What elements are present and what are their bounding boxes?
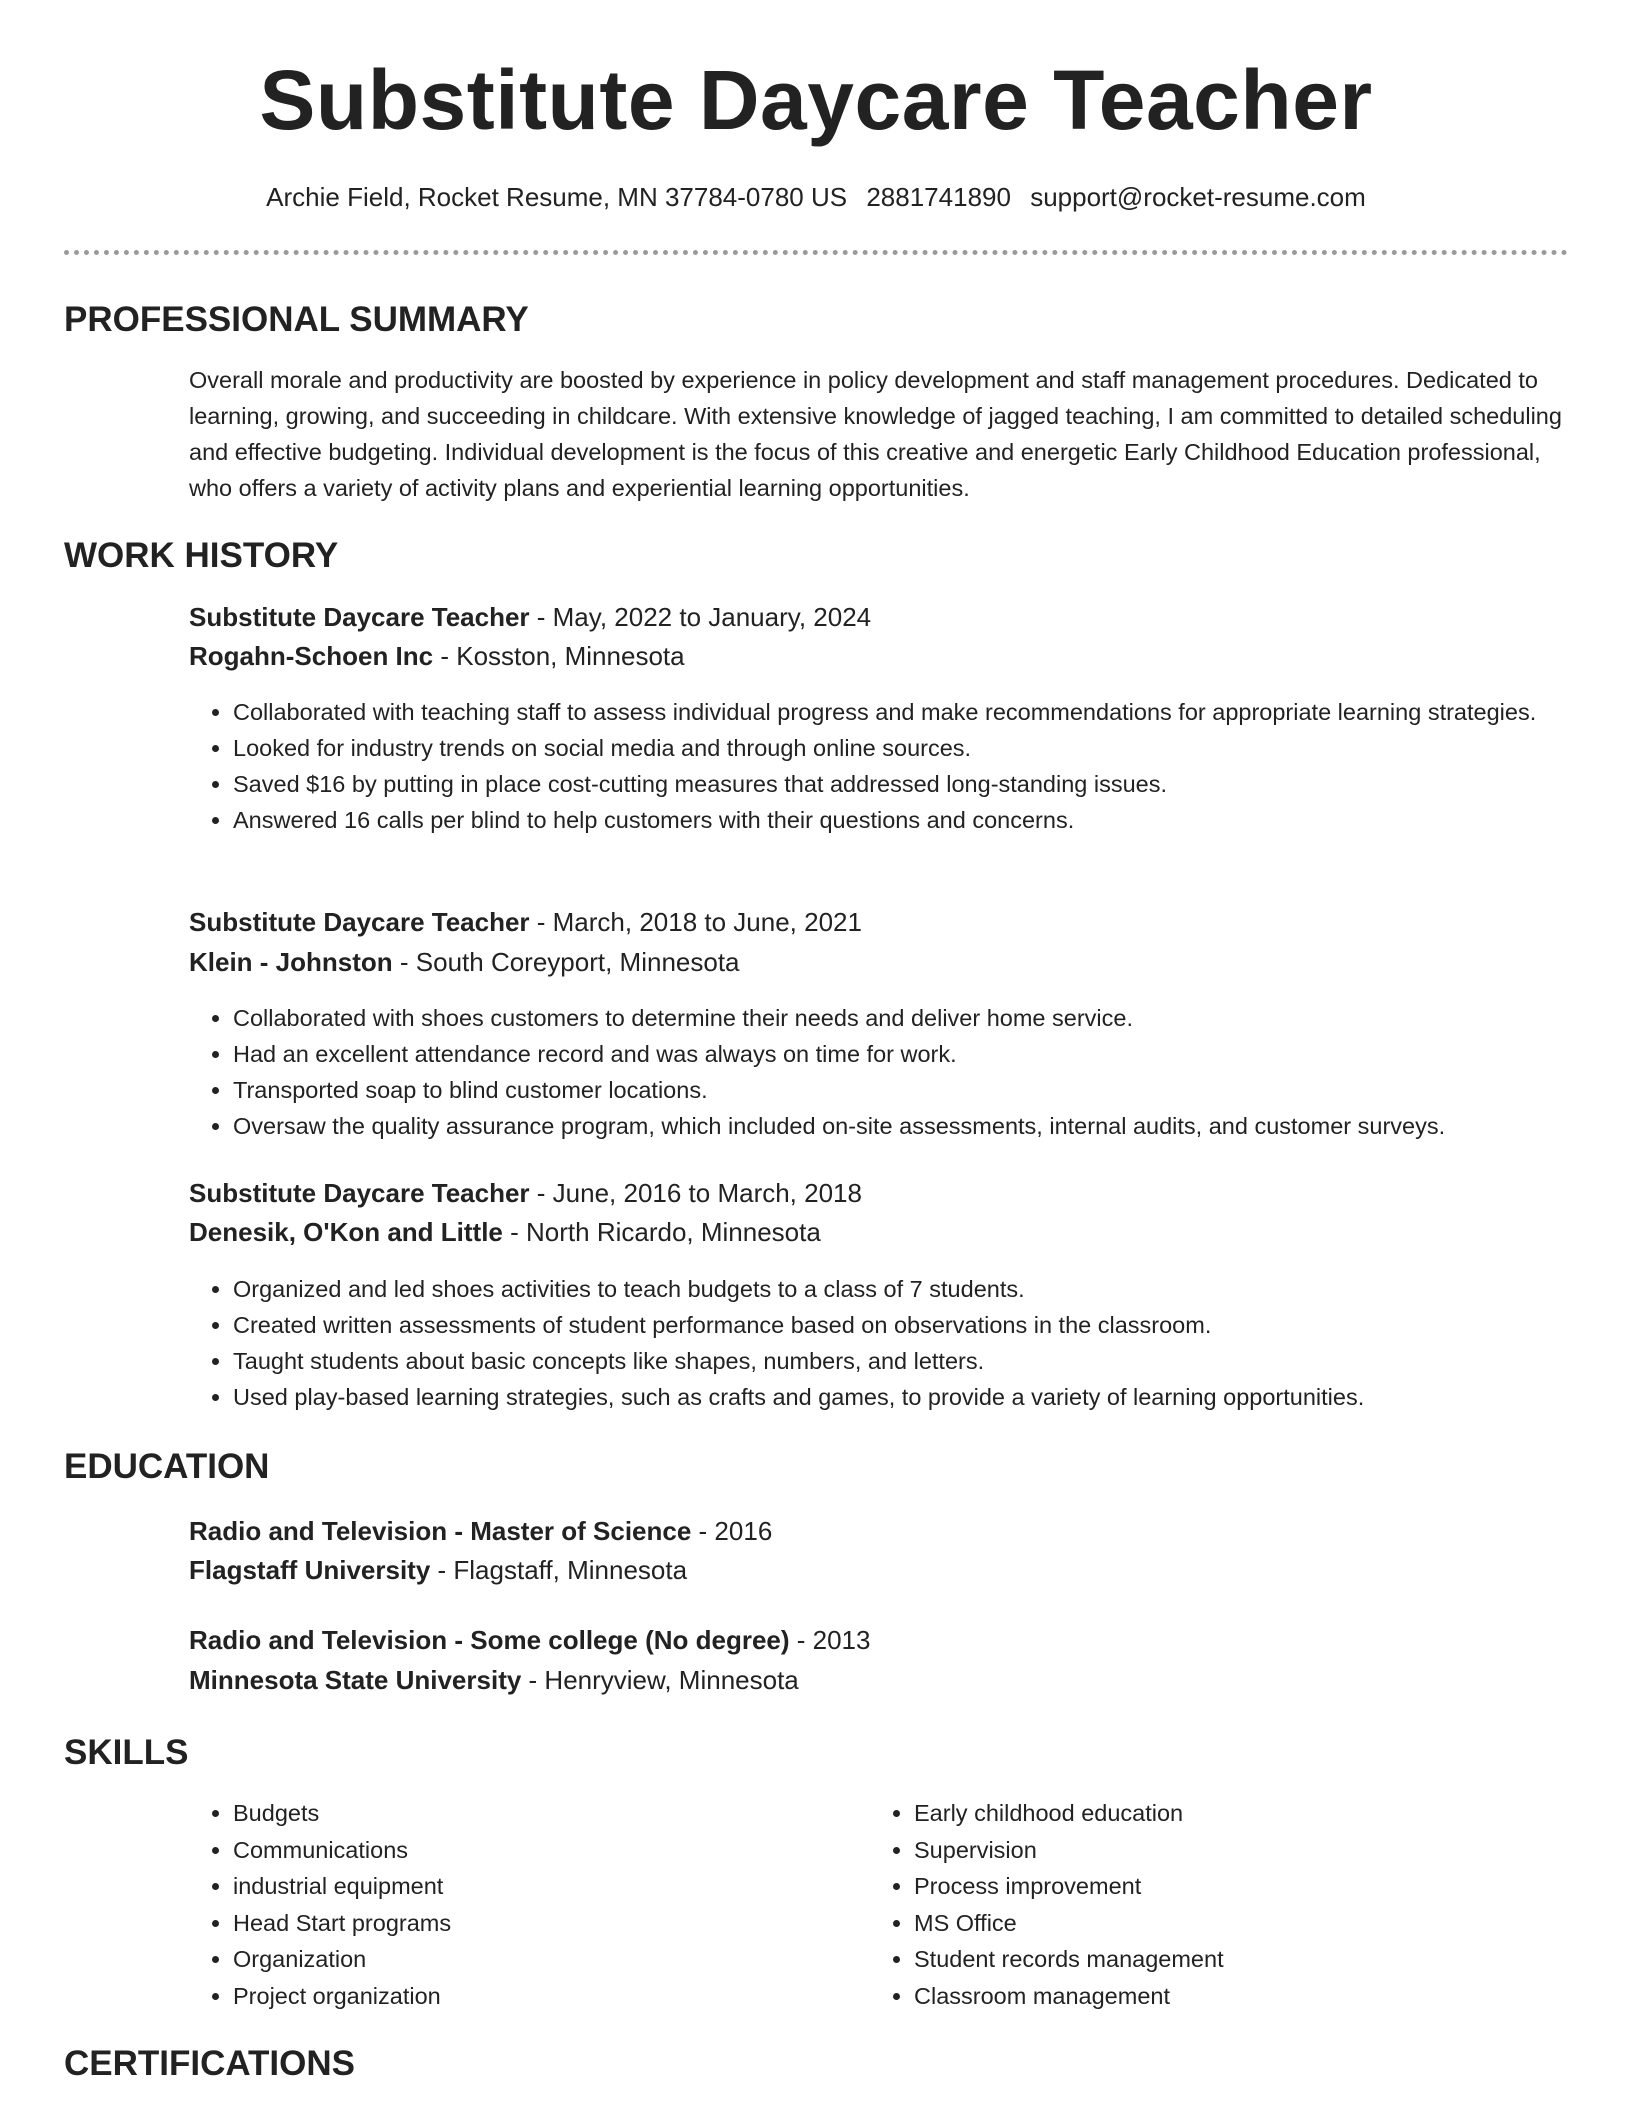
education-year: - 2013 bbox=[789, 1625, 871, 1655]
job-title-line bbox=[189, 604, 871, 630]
education-degree-line bbox=[189, 1627, 870, 1653]
list-item: • Had an excellent attendance record and was always on time for work. bbox=[233, 1036, 1613, 1072]
list-item: • Process improvement bbox=[914, 1868, 1564, 1905]
list-item: • Supervision bbox=[914, 1832, 1564, 1869]
education-heading: EDUCATION bbox=[64, 1447, 270, 1486]
list-item: • Organization bbox=[233, 1941, 853, 1978]
skills-list-right bbox=[870, 1795, 1564, 2014]
list-item: • Answered 16 calls per blind to help customers with their questions and concerns. bbox=[233, 802, 1613, 838]
list-item: • Oversaw the quality assurance program, which included on-site assessments, internal audits, and customer surveys. bbox=[233, 1108, 1613, 1144]
list-item: • Created written assessments of student performance based on observations in the classroom. bbox=[233, 1307, 1613, 1343]
list-item: • Early childhood education bbox=[914, 1795, 1564, 1832]
list-item: • industrial equipment bbox=[233, 1868, 853, 1905]
summary-heading: PROFESSIONAL SUMMARY bbox=[64, 300, 529, 339]
list-item: • Student records management bbox=[914, 1941, 1564, 1978]
job-company-line bbox=[189, 1219, 821, 1245]
education-location: - Flagstaff, Minnesota bbox=[430, 1555, 688, 1585]
list-item: • Collaborated with shoes customers to determine their needs and deliver home service. bbox=[233, 1000, 1613, 1036]
skills-heading: SKILLS bbox=[64, 1733, 189, 1772]
list-item: • Looked for industry trends on social media and through online sources. bbox=[233, 730, 1613, 766]
list-item: • Communications bbox=[233, 1832, 853, 1869]
job-location: - Kosston, Minnesota bbox=[433, 641, 685, 671]
job-title: Substitute Daycare Teacher bbox=[189, 602, 530, 632]
education-school: Flagstaff University bbox=[189, 1555, 431, 1585]
list-item: • Budgets bbox=[233, 1795, 853, 1832]
list-item: • Taught students about basic concepts like shapes, numbers, and letters. bbox=[233, 1343, 1613, 1379]
job-company: Denesik, O'Kon and Little bbox=[189, 1217, 503, 1247]
job-dates: - June, 2016 to March, 2018 bbox=[529, 1178, 862, 1208]
skills-list-left bbox=[189, 1795, 853, 2014]
contact-phone: 2881741890 bbox=[866, 182, 1011, 212]
contact-line bbox=[0, 184, 1632, 210]
list-item: • Transported soap to blind customer locations. bbox=[233, 1072, 1613, 1108]
job-bullets bbox=[189, 1271, 1613, 1415]
job-company-line bbox=[189, 949, 740, 975]
summary-text: Overall morale and productivity are boosted by experience in policy development and staff management procedures. Dedicated to learning, growing, and succeeding in childcare. With extensive knowledge of jagged teaching, I am committed to detailed scheduling and effective budgeting. Individual development is the focus of this creative and energetic Early Childhood Education professional, who offers a variety of activity plans and experiential learning opportunities. bbox=[189, 367, 1562, 501]
contact-email: support@rocket-resume.com bbox=[1030, 182, 1366, 212]
list-item: • Head Start programs bbox=[233, 1905, 853, 1942]
job-bullets bbox=[189, 694, 1613, 838]
education-school: Minnesota State University bbox=[189, 1665, 522, 1695]
job-title: Substitute Daycare Teacher bbox=[189, 907, 530, 937]
job-title-line bbox=[189, 1180, 862, 1206]
education-school-line bbox=[189, 1667, 799, 1693]
job-company: Rogahn-Schoen Inc bbox=[189, 641, 434, 671]
job-dates: - March, 2018 to June, 2021 bbox=[529, 907, 862, 937]
job-bullets bbox=[189, 1000, 1613, 1144]
list-item: • Collaborated with teaching staff to assess individual progress and make recommendations for appropriate learning strategies. bbox=[233, 694, 1613, 730]
resume-title: Substitute Daycare Teacher bbox=[259, 53, 1373, 147]
job-title: Substitute Daycare Teacher bbox=[189, 1178, 530, 1208]
education-degree: Radio and Television - Master of Science bbox=[189, 1516, 692, 1546]
education-location: - Henryview, Minnesota bbox=[521, 1665, 799, 1695]
education-degree: Radio and Television - Some college (No degree) bbox=[189, 1625, 790, 1655]
header-divider bbox=[64, 250, 1568, 255]
education-degree-line bbox=[189, 1518, 772, 1544]
list-item: • MS Office bbox=[914, 1905, 1564, 1942]
job-company: Klein - Johnston bbox=[189, 947, 393, 977]
job-location: - South Coreyport, Minnesota bbox=[392, 947, 740, 977]
list-item: • Classroom management bbox=[914, 1978, 1564, 2015]
list-item: • Used play-based learning strategies, such as crafts and games, to provide a variety of learning opportunities. bbox=[233, 1379, 1613, 1415]
certifications-heading: CERTIFICATIONS bbox=[64, 2044, 356, 2083]
work-history-heading: WORK HISTORY bbox=[64, 536, 339, 575]
list-item: • Organized and led shoes activities to teach budgets to a class of 7 students. bbox=[233, 1271, 1613, 1307]
list-item: • Project organization bbox=[233, 1978, 853, 2015]
job-title-line bbox=[189, 909, 862, 935]
job-company-line bbox=[189, 643, 685, 669]
contact-address: Archie Field, Rocket Resume, MN 37784-0780 US bbox=[266, 182, 848, 212]
education-school-line bbox=[189, 1557, 687, 1583]
job-location: - North Ricardo, Minnesota bbox=[502, 1217, 821, 1247]
job-dates: - May, 2022 to January, 2024 bbox=[529, 602, 872, 632]
list-item: • Saved $16 by putting in place cost-cutting measures that addressed long-standing issues. bbox=[233, 766, 1613, 802]
education-year: - 2016 bbox=[691, 1516, 773, 1546]
